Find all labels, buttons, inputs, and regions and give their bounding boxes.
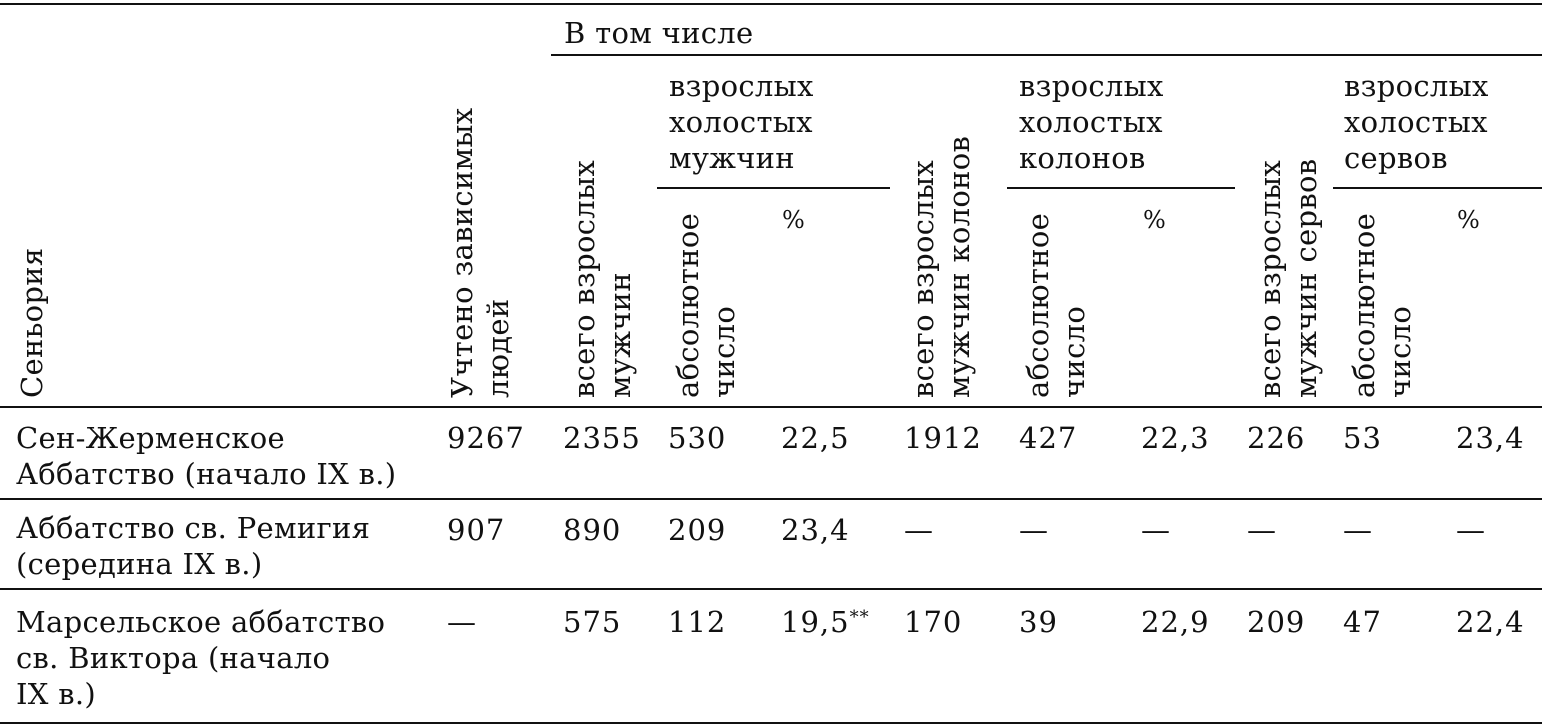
- row-3-total-serfs: 209: [1247, 605, 1306, 639]
- row-2-single-colons-pct: —: [1141, 513, 1171, 547]
- row-1-single-colons-abs: 427: [1019, 421, 1078, 455]
- table-row-3-name: Марсельское аббатство св. Виктора (начало IX в.): [16, 605, 386, 711]
- single-men-percent-header: %: [782, 206, 805, 234]
- including-rule: [551, 54, 1542, 56]
- row-2-total-colons: —: [904, 513, 934, 547]
- row-3-single-colons-pct: 22,9: [1141, 605, 1210, 639]
- single-colons-header: взрослых холостых колонов: [1019, 69, 1164, 175]
- single-serfs-percent-header: %: [1457, 206, 1480, 234]
- row-1-rule: [0, 498, 1542, 500]
- top-rule: [0, 3, 1542, 5]
- row-2-single-serfs-pct: —: [1456, 513, 1486, 547]
- table-row-1-name: Сен-Жерменское Аббатство (начало IX в.): [16, 421, 397, 491]
- row-2-rule: [0, 588, 1542, 590]
- row-3-single-serfs-pct: 22,4: [1456, 605, 1525, 639]
- single-men-rule: [657, 187, 890, 189]
- header-bottom-rule: [0, 406, 1542, 408]
- including-header: В том числе: [564, 16, 754, 50]
- recorded-header: Учтено зависимых людей: [445, 107, 515, 398]
- row-3-single-colons-abs: 39: [1019, 605, 1058, 639]
- row-1-total-colons: 1912: [904, 421, 982, 455]
- total-men-header: всего взрослых мужчин: [567, 159, 637, 398]
- row-2-recorded: 907: [447, 513, 506, 547]
- single-men-absolute-header: абсолютное число: [671, 212, 741, 398]
- row-2-total-men: 890: [563, 513, 622, 547]
- row-2-single-serfs-abs: —: [1343, 513, 1373, 547]
- row-3-recorded: —: [447, 605, 477, 639]
- row-1-single-men-abs: 530: [668, 421, 727, 455]
- row-2-single-colons-abs: —: [1019, 513, 1049, 547]
- single-colons-percent-header: %: [1143, 206, 1166, 234]
- single-serfs-header: взрослых холостых сервов: [1344, 69, 1489, 175]
- row-2-total-serfs: —: [1247, 513, 1277, 547]
- row-3-single-men-abs: 112: [668, 605, 727, 639]
- row-1-recorded: 9267: [447, 421, 525, 455]
- row-1-total-serfs: 226: [1247, 421, 1306, 455]
- total-colons-header: всего взрослых мужчин колонов: [906, 135, 976, 398]
- row-2-single-men-abs: 209: [668, 513, 727, 547]
- footnote-mark: **: [849, 607, 870, 628]
- table-row-2-name: Аббатство св. Ремигия (середина IX в.): [16, 511, 371, 581]
- row-1-single-men-pct: 22,5: [781, 421, 850, 455]
- row-1-single-serfs-pct: 23,4: [1456, 421, 1525, 455]
- row-1-total-men: 2355: [563, 421, 641, 455]
- seignory-header: Сеньория: [15, 247, 49, 398]
- row-2-single-men-pct: 23,4: [781, 513, 850, 547]
- row-3-single-serfs-abs: 47: [1343, 605, 1382, 639]
- row-1-single-colons-pct: 22,3: [1141, 421, 1210, 455]
- single-serfs-absolute-header: абсолютное число: [1347, 212, 1417, 398]
- row-3-single-men-pct: 19,5**: [781, 605, 870, 639]
- row-3-total-colons: 170: [904, 605, 963, 639]
- single-serfs-rule: [1333, 187, 1542, 189]
- row-3-total-men: 575: [563, 605, 622, 639]
- bottom-rule: [0, 722, 1542, 724]
- single-men-header: взрослых холостых мужчин: [669, 69, 814, 175]
- single-colons-absolute-header: абсолютное число: [1021, 212, 1091, 398]
- total-serfs-header: всего взрослых мужчин сервов: [1253, 158, 1323, 398]
- single-colons-rule: [1007, 187, 1235, 189]
- row-1-single-serfs-abs: 53: [1343, 421, 1382, 455]
